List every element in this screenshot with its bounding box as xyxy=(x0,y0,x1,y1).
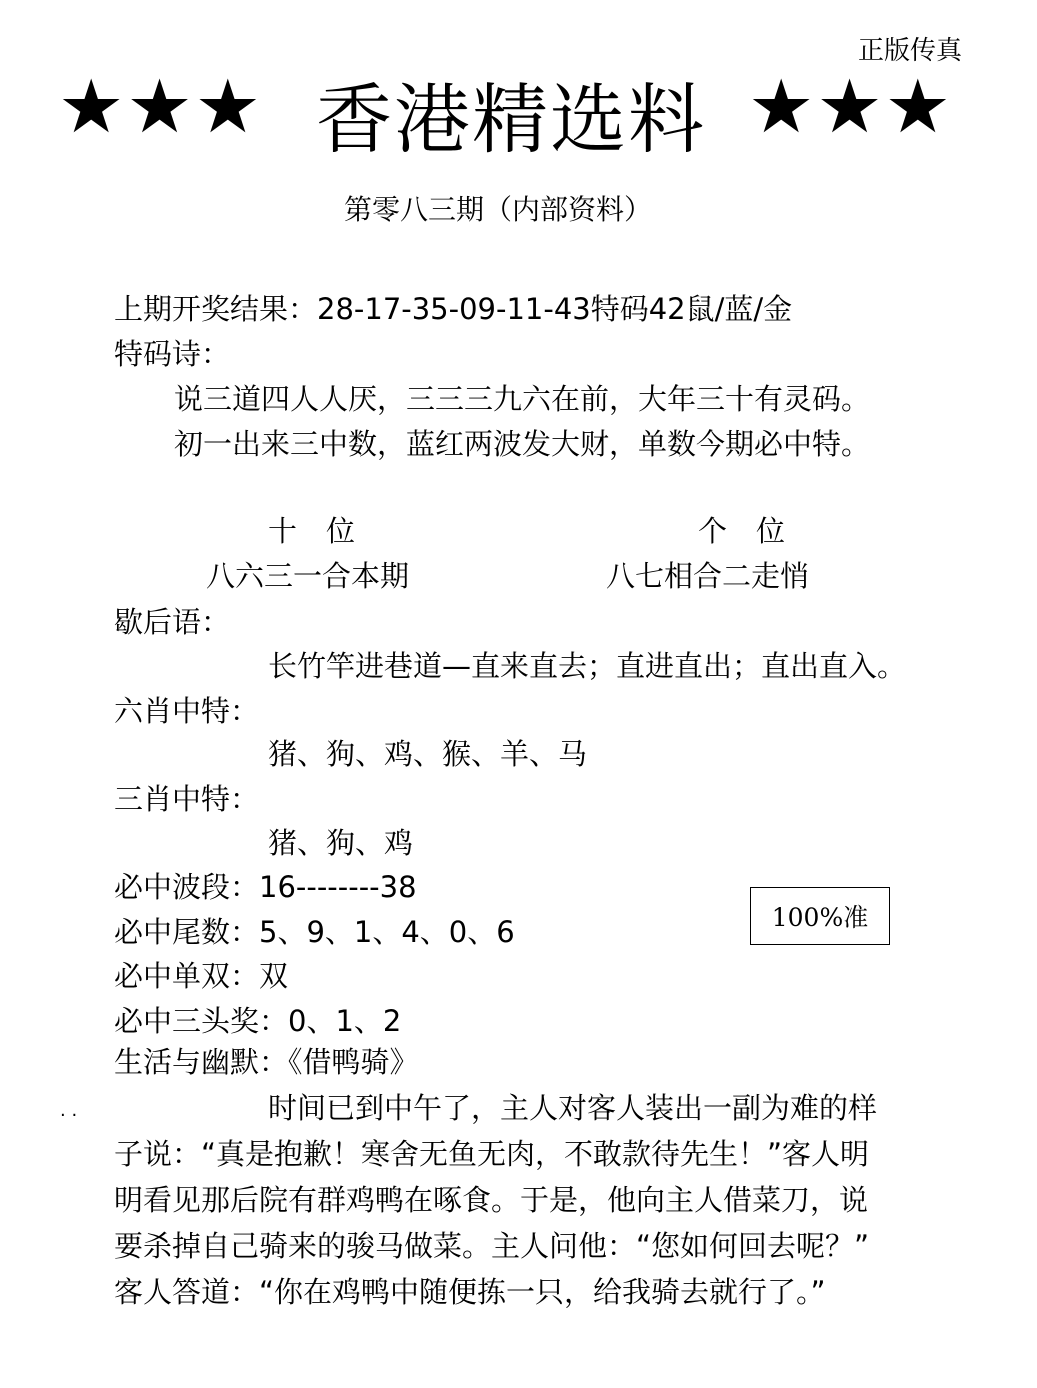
poem-label: 特码诗： xyxy=(114,337,231,371)
three-zodiac-label: 三肖中特： xyxy=(114,782,260,816)
head-numbers: 必中三头奖：0、1、2 xyxy=(114,1004,402,1038)
tens-position-label: 十 位 xyxy=(268,514,356,548)
issue-subtitle: 第零八三期（内部资料） xyxy=(344,193,653,226)
six-zodiac-label: 六肖中特： xyxy=(114,694,260,728)
poem-line-2: 初一出来三中数，蓝红两波发大财，单数今期必中特。 xyxy=(174,427,871,461)
stars-left-icon: ★★★ xyxy=(58,64,264,150)
poem-line-1: 说三道四人人厌，三三三九六在前，大年三十有灵码。 xyxy=(174,382,871,416)
ones-position-label: 个 位 xyxy=(698,514,786,548)
story-line-2: 子说：“真是抱歉！寒舍无鱼无肉，不敢款待先生！”客人明 xyxy=(114,1137,870,1171)
stars-right-icon: ★★★ xyxy=(748,64,954,150)
story-line-3: 明看见那后院有群鸡鸭在啄食。于是，他向主人借菜刀，说 xyxy=(114,1183,869,1217)
xiehouyu-label: 歇后语： xyxy=(114,605,231,639)
previous-result: 上期开奖结果：28-17-35-09-11-43特码42鼠/蓝/金 xyxy=(114,292,793,326)
six-zodiac-text: 猪、狗、鸡、猴、羊、马 xyxy=(268,737,588,771)
story-line-5: 客人答道：“你在鸡鸭中随便拣一只，给我骑去就行了。” xyxy=(114,1275,826,1309)
odd-even: 必中单双：双 xyxy=(114,959,289,993)
top-right-label: 正版传真 xyxy=(858,36,963,66)
three-zodiac-text: 猪、狗、鸡 xyxy=(268,826,414,860)
xiehouyu-text: 长竹竿进巷道—直来直去；直进直出；直出直入。 xyxy=(268,649,907,683)
accuracy-badge: 100%准 xyxy=(750,887,890,945)
story-title: 生活与幽默：《借鸭骑》 xyxy=(114,1045,419,1079)
tens-position-text: 八六三一合本期 xyxy=(206,559,410,593)
story-line-1: 时间已到中午了，主人对客人装出一副为难的样 xyxy=(268,1091,878,1125)
page-title: 香港精选料 xyxy=(316,75,706,164)
tail-numbers: 必中尾数：5、9、1、4、0、6 xyxy=(114,915,515,949)
stray-dots: . . xyxy=(60,1100,78,1121)
ones-position-text: 八七相合二走悄 xyxy=(606,559,810,593)
wave-range: 必中波段：16--------38 xyxy=(114,870,417,904)
story-line-4: 要杀掉自己骑来的骏马做菜。主人问他：“您如何回去呢？” xyxy=(114,1229,870,1263)
